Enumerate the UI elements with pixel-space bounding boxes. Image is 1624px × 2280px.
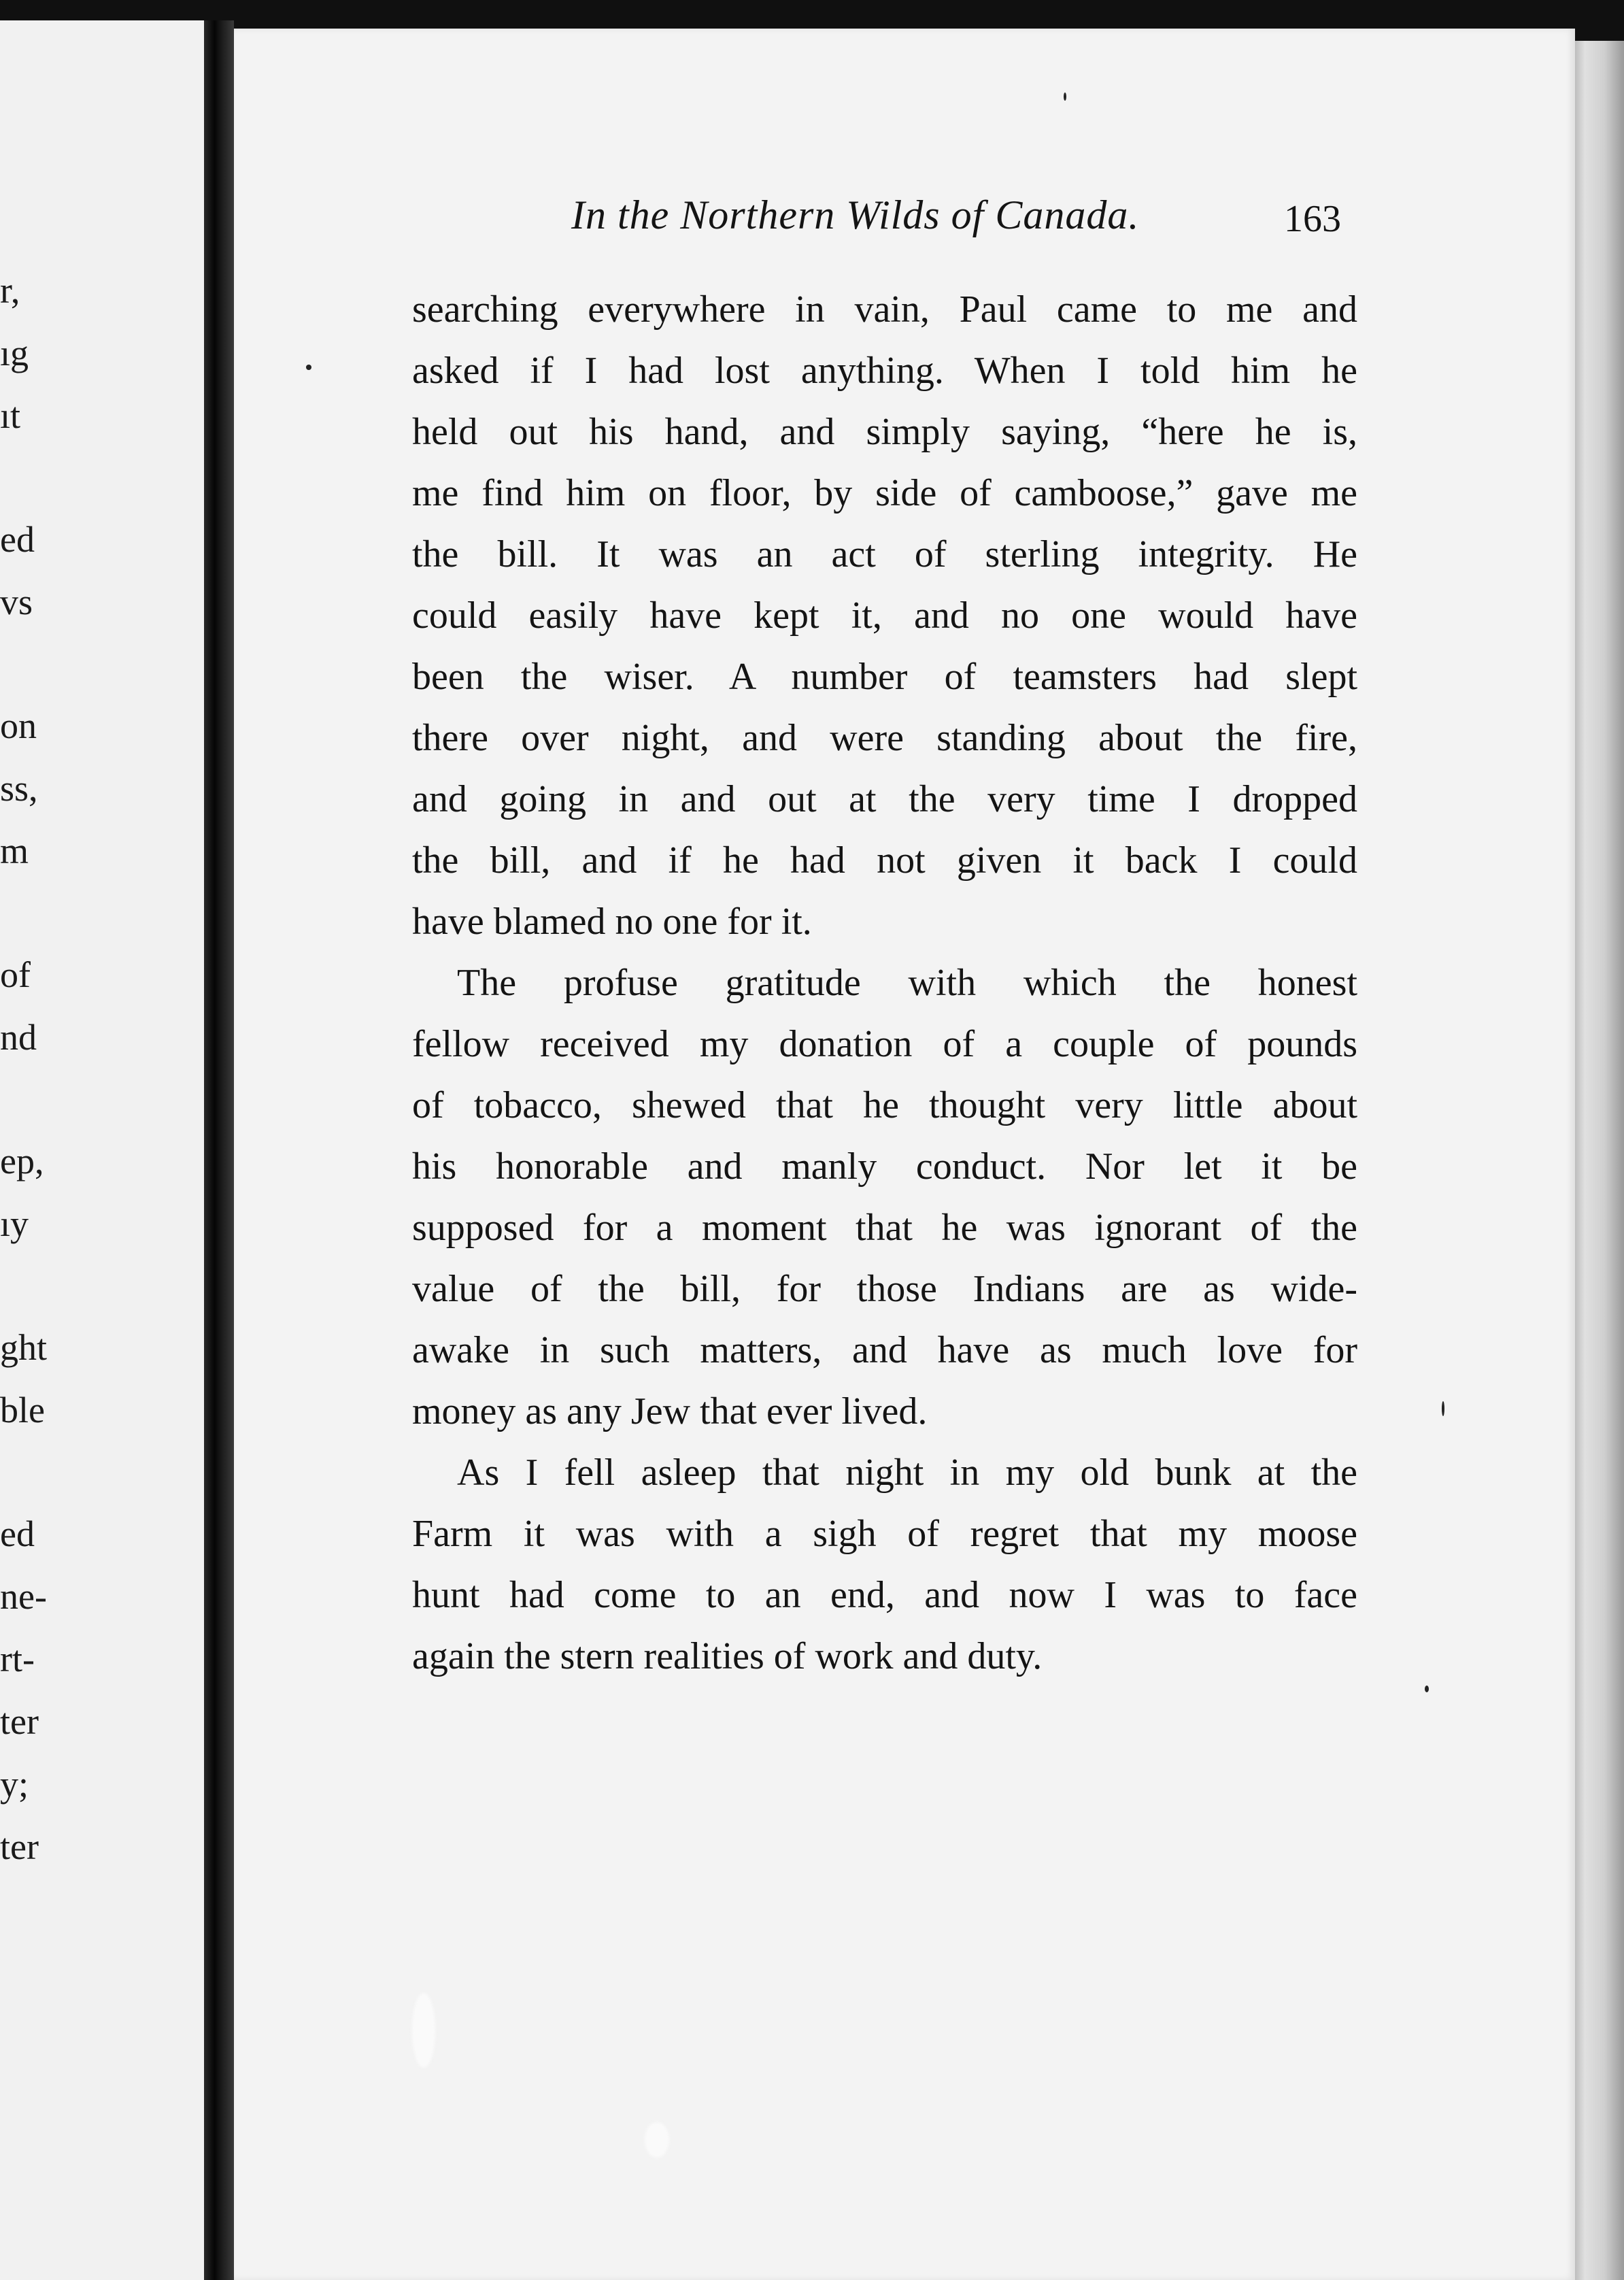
facing-page-line: of: [0, 954, 31, 995]
paragraph: [412, 1442, 1357, 1687]
text-line: asked if I had lost anything. When I told him he: [412, 350, 1357, 392]
facing-page-line: on: [0, 705, 37, 746]
text-line: Farm it was with a sigh of regret that my moose: [412, 1513, 1357, 1555]
facing-page-line: ed: [0, 1513, 35, 1554]
text-line: money as any Jew that ever lived.: [412, 1390, 928, 1432]
text-line: could easily have kept it, and no one would have: [412, 594, 1357, 637]
scan-speck: [1425, 1686, 1429, 1692]
scan-smudge: [645, 2122, 669, 2158]
text-line: and going in and out at the very time I dropped: [412, 778, 1357, 820]
facing-page-line: vs: [0, 582, 33, 622]
text-line: value of the bill, for those Indians are as wide-: [412, 1268, 1357, 1310]
facing-page-line: ss,: [0, 768, 38, 809]
text-line: searching everywhere in vain, Paul came to me and: [412, 288, 1357, 331]
text-line: have blamed no one for it.: [412, 901, 812, 943]
text-line: hunt had come to an end, and now I was to face: [412, 1574, 1357, 1616]
text-line: The profuse gratitude with which the honest: [457, 962, 1357, 1004]
text-line: again the stern realities of work and duty.: [412, 1635, 1043, 1677]
text-line: held out his hand, and simply saying, “here he is,: [412, 411, 1357, 453]
text-line: As I fell asleep that night in my old bunk at the: [457, 1452, 1357, 1494]
text-line: of tobacco, shewed that he thought very little about: [412, 1084, 1357, 1126]
text-line: fellow received my donation of a couple of pounds: [412, 1023, 1357, 1065]
facing-page-line: ıg: [0, 333, 29, 373]
paragraph: [412, 952, 1357, 1442]
book-gutter: [204, 20, 234, 2280]
facing-page-line: r,: [0, 270, 20, 311]
facing-page-line: ter: [0, 1701, 39, 1742]
scan-smudge: [412, 1993, 435, 2068]
facing-page-line: ne-: [0, 1576, 47, 1617]
facing-page-fragment: [0, 20, 204, 2280]
scan-speck: [1064, 93, 1066, 101]
text-line: supposed for a moment that he was ignorant of the: [412, 1207, 1357, 1249]
text-line: there over night, and were standing about the fire,: [412, 717, 1357, 759]
paragraph: [412, 279, 1357, 952]
text-line: his honorable and manly conduct. Nor let it be: [412, 1145, 1357, 1188]
running-head: In the Northern Wilds of Canada.: [571, 192, 1140, 237]
facing-page-line: y;: [0, 1764, 29, 1805]
scan-speck: [306, 365, 311, 370]
page-edge-shadow: [1575, 41, 1624, 2280]
facing-page-line: ıy: [0, 1203, 29, 1244]
text-line: me find him on floor, by side of camboose,” gave me: [412, 472, 1357, 514]
facing-page-line: nd: [0, 1017, 37, 1058]
facing-page-line: ter: [0, 1826, 39, 1867]
text-line: the bill, and if he had not given it back I could: [412, 839, 1357, 882]
text-line: awake in such matters, and have as much love for: [412, 1329, 1357, 1371]
facing-page-line: ıt: [0, 395, 21, 436]
body-text: [412, 279, 1357, 1687]
facing-page-line: ed: [0, 519, 35, 560]
facing-page-line: ep,: [0, 1141, 44, 1181]
scan-speck: [1442, 1401, 1444, 1416]
facing-page-line: rt-: [0, 1639, 35, 1679]
text-line: the bill. It was an act of sterling integrity. He: [412, 533, 1357, 575]
page-number: 163: [1284, 198, 1341, 240]
facing-page-line: m: [0, 831, 29, 871]
facing-page-line: ght: [0, 1327, 48, 1368]
facing-page-line: ble: [0, 1390, 45, 1430]
text-line: been the wiser. A number of teamsters had slept: [412, 656, 1357, 698]
